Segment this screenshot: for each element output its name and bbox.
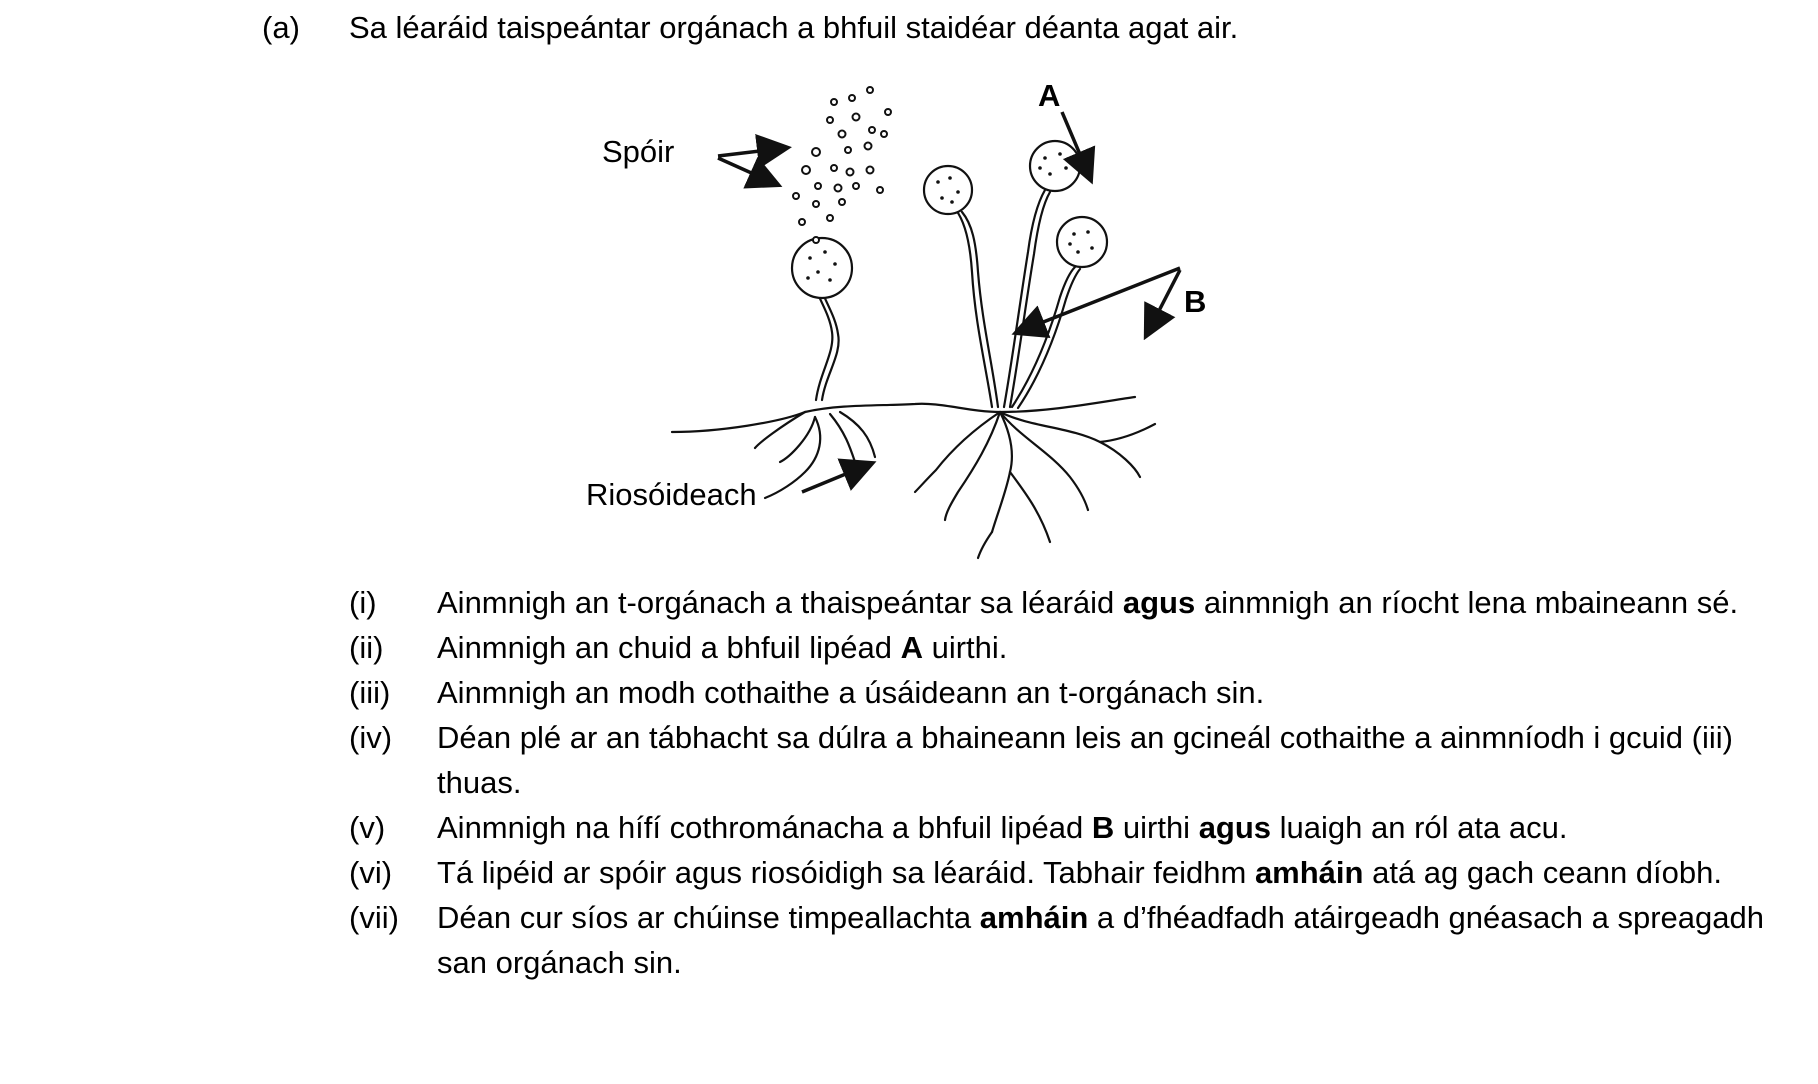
spore	[813, 237, 819, 243]
part-number: (iii)	[349, 675, 391, 710]
spore	[812, 148, 820, 156]
spore	[847, 169, 854, 176]
spore	[845, 147, 851, 153]
spore	[865, 143, 872, 150]
part-text: Ainmnigh an t-orgánach a thaispeántar sa léaráid agus ainmnigh an ríocht lena mbaineann sé.	[437, 585, 1739, 620]
label-a: A	[1038, 78, 1061, 113]
part-text: Déan plé ar an tábhacht sa dúlra a bhaineann leis an gcineál cothaithe a ainmníodh i gcuid (iii) thuas.	[437, 720, 1733, 800]
part-number: (vii)	[349, 900, 399, 935]
question-part	[349, 670, 1789, 715]
sporangium-1	[792, 238, 852, 298]
part-number: (v)	[349, 810, 386, 845]
spore	[831, 99, 837, 105]
spore	[885, 109, 891, 115]
question-label: (a)	[262, 10, 300, 45]
spore	[877, 187, 883, 193]
label-rhizoid: Riosóideach	[586, 477, 757, 512]
spore	[853, 183, 859, 189]
spore	[802, 166, 810, 174]
sporangium-2	[924, 166, 972, 214]
part-number: (iv)	[349, 720, 393, 755]
label-b: B	[1184, 284, 1207, 319]
spore	[867, 167, 874, 174]
spore	[849, 95, 855, 101]
rhizoid-left	[765, 417, 820, 498]
question-parts	[349, 580, 1789, 985]
sporangium-4	[1057, 217, 1107, 267]
spore	[869, 127, 875, 133]
spore	[839, 131, 846, 138]
spore	[835, 185, 842, 192]
rhizoid-arrow	[802, 464, 870, 492]
b-arrow-1	[1018, 268, 1180, 332]
spore	[839, 199, 845, 205]
spore	[793, 193, 799, 199]
part-text: Ainmnigh an modh cothaithe a úsáideann an t-orgánach sin.	[437, 675, 1265, 710]
spore	[827, 215, 833, 221]
question-part	[349, 715, 1789, 805]
spore	[853, 114, 860, 121]
spores-arrow-2	[718, 158, 776, 184]
part-number: (ii)	[349, 630, 384, 665]
part-text: Ainmnigh na hífí cothrománacha a bhfuil lipéad B uirthi agus luaigh an ról ata acu.	[437, 810, 1568, 845]
question-part	[349, 625, 1789, 670]
spore	[827, 117, 833, 123]
part-number: (vi)	[349, 855, 393, 890]
question-part	[349, 850, 1789, 895]
part-text: Tá lipéid ar spóir agus riosóidigh sa léaráid. Tabhair feidhm amháin atá ag gach ceann díobh.	[437, 855, 1722, 890]
stolon-left	[805, 404, 1000, 412]
spores-arrow-1	[718, 148, 785, 156]
part-text: Ainmnigh an chuid a bhfuil lipéad A uirthi.	[437, 630, 1008, 665]
label-spores: Spóir	[602, 134, 675, 169]
part-number: (i)	[349, 585, 377, 620]
spore	[867, 87, 873, 93]
bread-mould-diagram	[580, 72, 1220, 572]
spore	[815, 183, 821, 189]
question-part	[349, 805, 1789, 850]
spore	[881, 131, 887, 137]
question-part	[349, 580, 1789, 625]
spore	[813, 201, 819, 207]
sporangium-3	[1030, 141, 1080, 191]
part-text: Déan cur síos ar chúinse timpeallachta amháin a d’fhéadfadh atáirgeadh gnéasach a spreagadh san orgánach sin.	[437, 900, 1764, 980]
question-part	[349, 895, 1789, 985]
diagram-svg	[580, 72, 1220, 572]
spore	[831, 165, 837, 171]
question-intro: Sa léaráid taispeántar orgánach a bhfuil staidéar déanta agat air.	[349, 10, 1239, 45]
spore	[799, 219, 805, 225]
